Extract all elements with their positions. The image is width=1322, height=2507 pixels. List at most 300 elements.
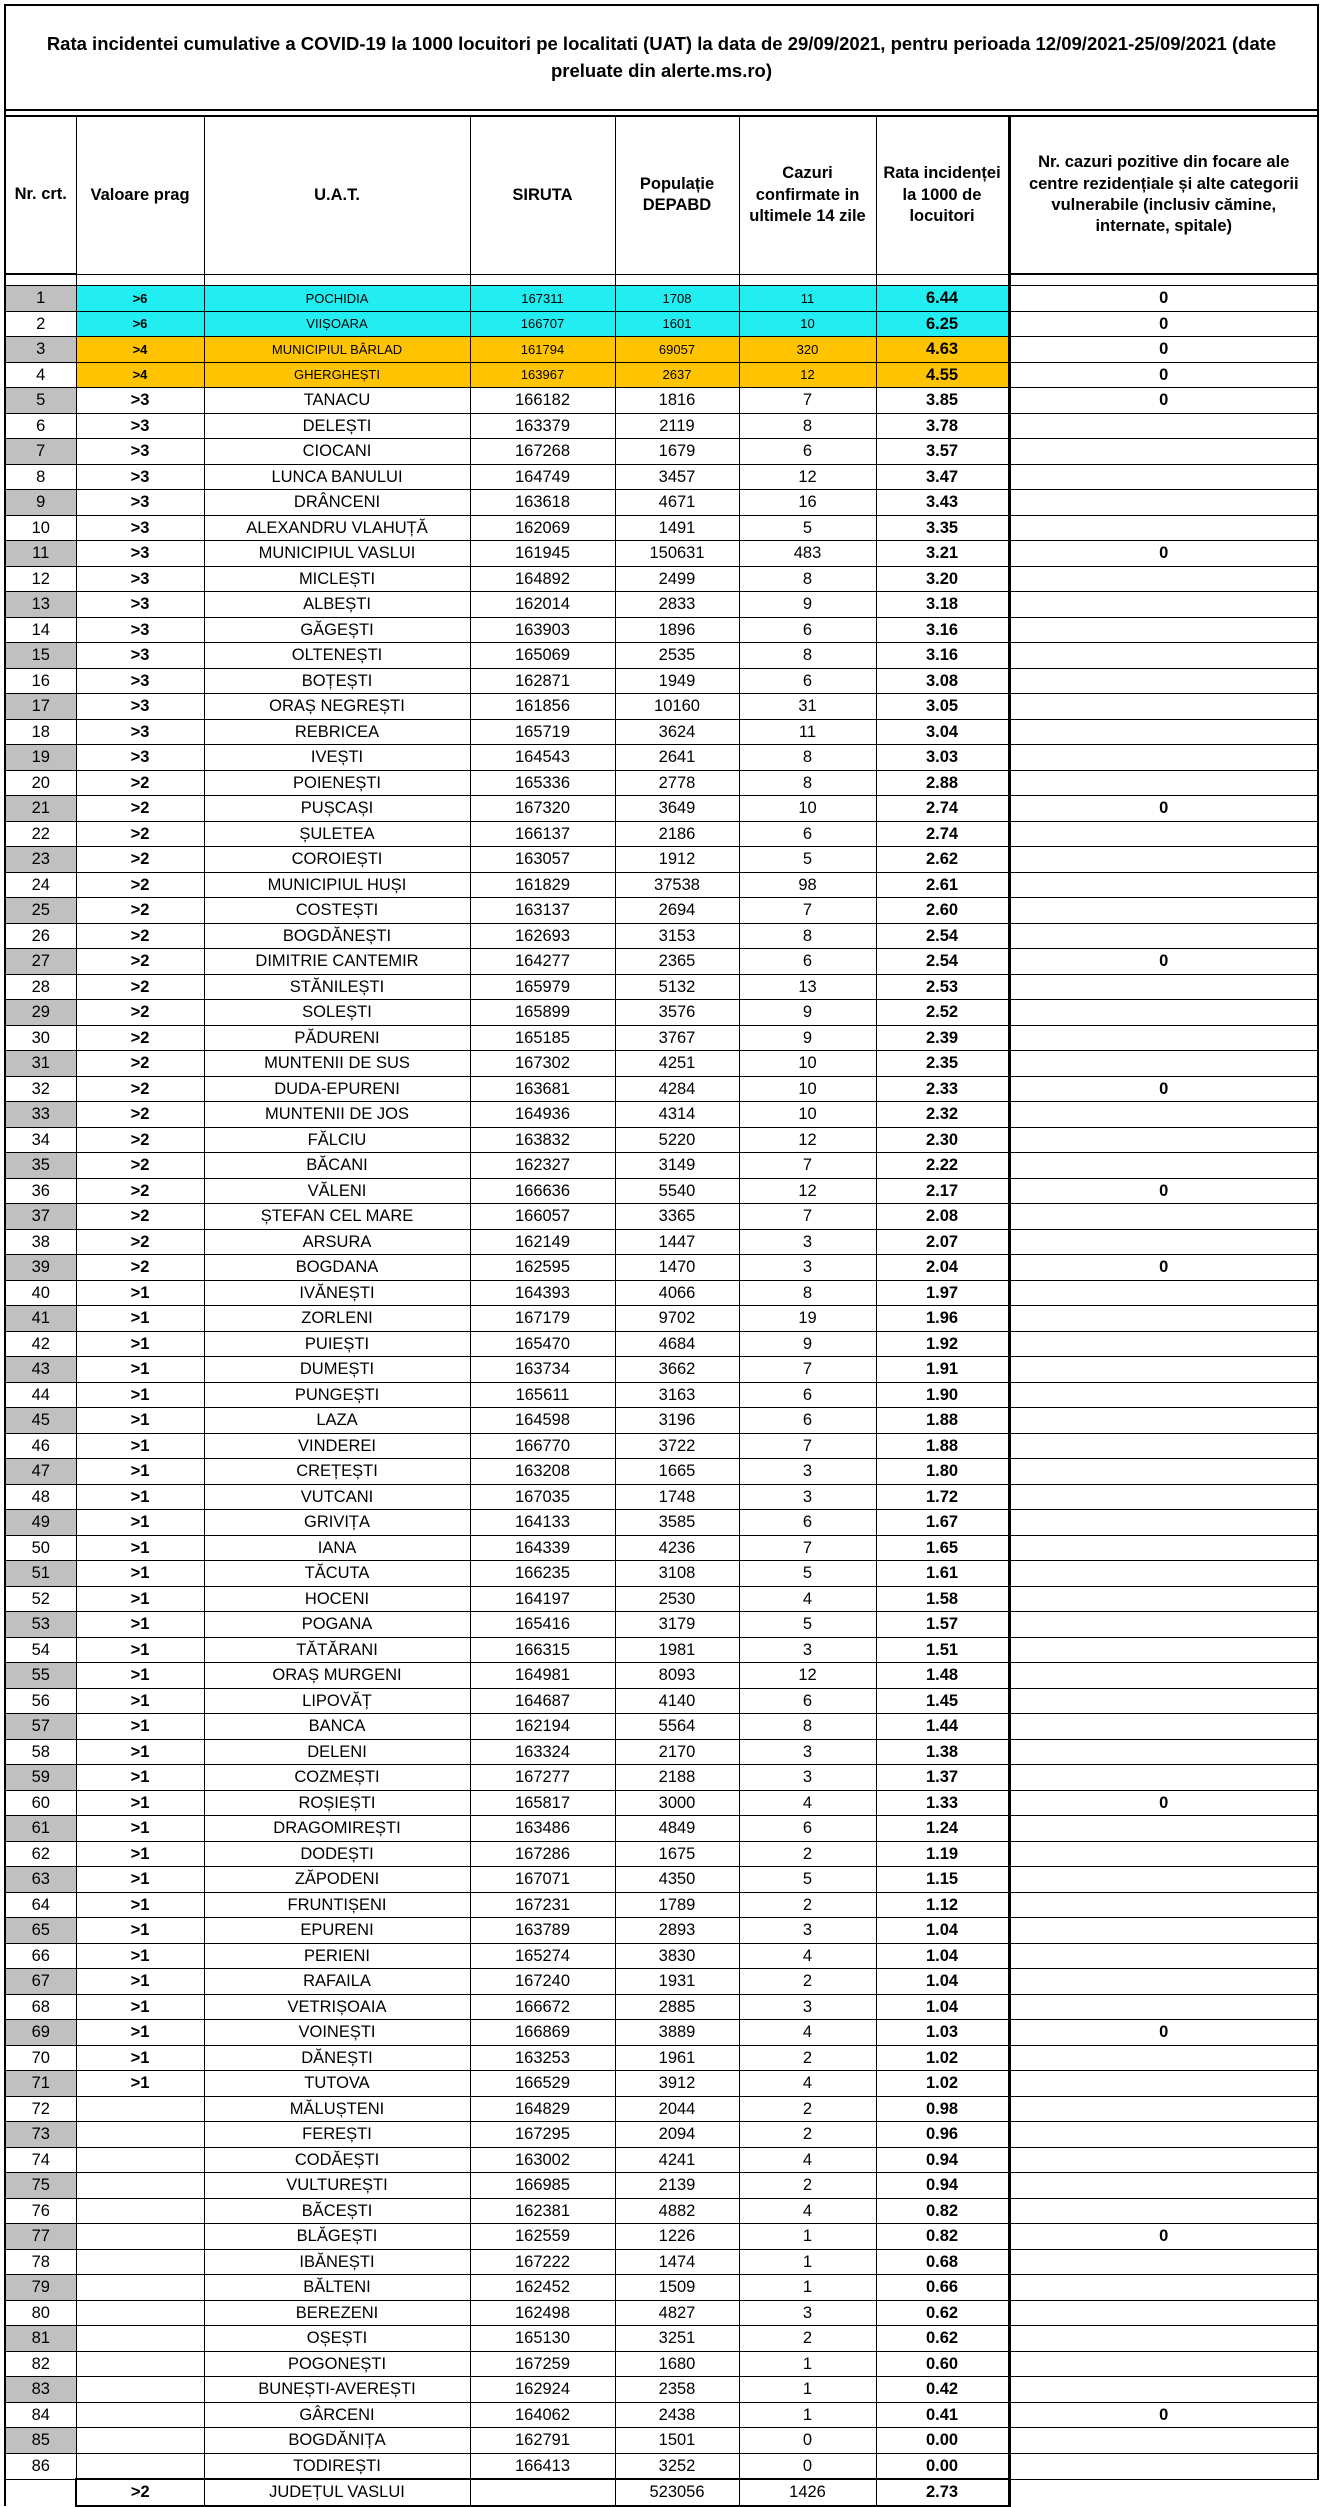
cell-nr: 7 xyxy=(5,439,76,465)
cell-cazuri: 320 xyxy=(739,337,876,363)
cell-uat: GRIVIȚA xyxy=(204,1510,470,1536)
cell-rata: 2.53 xyxy=(876,974,1009,1000)
cell-nr: 44 xyxy=(5,1382,76,1408)
cell-rata: 2.54 xyxy=(876,949,1009,975)
table-row xyxy=(5,821,1318,847)
cell-rata: 0.94 xyxy=(876,2147,1009,2173)
cell-uat: OȘEȘTI xyxy=(204,2326,470,2352)
cell-siruta: 164197 xyxy=(470,1586,615,1612)
cell-siruta: 165719 xyxy=(470,719,615,745)
table-title: Rata incidentei cumulative a COVID-19 la 1000 locuitori pe localitati (UAT) la data de 29/09/2021, pentru perioada 12/09/2021-25/09/2021 (date preluate din alerte.ms.ro) xyxy=(5,5,1318,110)
cell-uat: VINDEREI xyxy=(204,1433,470,1459)
cell-cazuri: 11 xyxy=(739,286,876,312)
cell-pop: 4284 xyxy=(615,1076,739,1102)
cell-focare xyxy=(1009,1306,1318,1332)
cell-focare xyxy=(1009,2122,1318,2148)
cell-nr: 24 xyxy=(5,872,76,898)
table-row xyxy=(5,388,1318,414)
table-row xyxy=(5,541,1318,567)
cell-siruta: 164598 xyxy=(470,1408,615,1434)
table-row xyxy=(5,719,1318,745)
cell-pop: 4140 xyxy=(615,1688,739,1714)
cell-uat: DIMITRIE CANTEMIR xyxy=(204,949,470,975)
cell-cazuri: 1 xyxy=(739,2351,876,2377)
cell-nr: 59 xyxy=(5,1765,76,1791)
cell-rata: 2.08 xyxy=(876,1204,1009,1230)
cell-rata: 3.18 xyxy=(876,592,1009,618)
cell-prag: >3 xyxy=(76,694,204,720)
cell-cazuri: 9 xyxy=(739,1025,876,1051)
cell-cazuri: 3 xyxy=(739,1255,876,1281)
cell-pop: 1680 xyxy=(615,2351,739,2377)
cell-rata: 1.58 xyxy=(876,1586,1009,1612)
cell-prag: >2 xyxy=(76,1229,204,1255)
cell-uat: DELEȘTI xyxy=(204,413,470,439)
cell-uat: VĂLENI xyxy=(204,1178,470,1204)
total-blank xyxy=(5,2479,76,2506)
cell-prag: >2 xyxy=(76,1000,204,1026)
table-row xyxy=(5,1127,1318,1153)
cell-prag: >1 xyxy=(76,1612,204,1638)
cell-rata: 0.60 xyxy=(876,2351,1009,2377)
cell-nr: 63 xyxy=(5,1867,76,1893)
cell-focare xyxy=(1009,1918,1318,1944)
cell-siruta: 165336 xyxy=(470,770,615,796)
cell-focare xyxy=(1009,1586,1318,1612)
cell-uat: COROIEȘTI xyxy=(204,847,470,873)
cell-focare xyxy=(1009,770,1318,796)
cell-uat: DODEȘTI xyxy=(204,1841,470,1867)
cell-siruta: 164981 xyxy=(470,1663,615,1689)
header-prag: Valoare prag xyxy=(76,116,204,274)
cell-prag: >1 xyxy=(76,1688,204,1714)
cell-focare xyxy=(1009,745,1318,771)
cell-uat: LUNCA BANULUI xyxy=(204,464,470,490)
cell-nr: 10 xyxy=(5,515,76,541)
cell-pop: 2170 xyxy=(615,1739,739,1765)
cell-rata: 6.44 xyxy=(876,286,1009,312)
cell-siruta: 167179 xyxy=(470,1306,615,1332)
cell-pop: 3624 xyxy=(615,719,739,745)
cell-rata: 3.03 xyxy=(876,745,1009,771)
table-row xyxy=(5,592,1318,618)
cell-nr: 15 xyxy=(5,643,76,669)
cell-focare xyxy=(1009,974,1318,1000)
cell-rata: 2.35 xyxy=(876,1051,1009,1077)
cell-pop: 4314 xyxy=(615,1102,739,1128)
cell-prag: >2 xyxy=(76,1051,204,1077)
cell-nr: 30 xyxy=(5,1025,76,1051)
table-row xyxy=(5,1510,1318,1536)
cell-pop: 3722 xyxy=(615,1433,739,1459)
cell-uat: CODĂEȘTI xyxy=(204,2147,470,2173)
cell-pop: 5540 xyxy=(615,1178,739,1204)
cell-prag: >1 xyxy=(76,1382,204,1408)
cell-focare xyxy=(1009,2147,1318,2173)
cell-siruta: 167286 xyxy=(470,1841,615,1867)
cell-nr: 6 xyxy=(5,413,76,439)
header-separator xyxy=(5,274,1318,286)
cell-siruta: 162871 xyxy=(470,668,615,694)
cell-rata: 2.88 xyxy=(876,770,1009,796)
cell-focare xyxy=(1009,1816,1318,1842)
table-row xyxy=(5,1688,1318,1714)
cell-uat: VIIȘOARA xyxy=(204,311,470,337)
cell-siruta: 162559 xyxy=(470,2224,615,2250)
cell-focare xyxy=(1009,2045,1318,2071)
cell-pop: 150631 xyxy=(615,541,739,567)
cell-uat: ALBEȘTI xyxy=(204,592,470,618)
cell-cazuri: 3 xyxy=(739,1637,876,1663)
cell-pop: 37538 xyxy=(615,872,739,898)
cell-rata: 2.61 xyxy=(876,872,1009,898)
cell-nr: 14 xyxy=(5,617,76,643)
cell-uat: TĂCUTA xyxy=(204,1561,470,1587)
header-nr: Nr. crt. xyxy=(5,116,76,274)
cell-focare xyxy=(1009,2096,1318,2122)
table-row xyxy=(5,1178,1318,1204)
cell-rata: 2.60 xyxy=(876,898,1009,924)
cell-pop: 1601 xyxy=(615,311,739,337)
cell-siruta: 161794 xyxy=(470,337,615,363)
cell-prag: >2 xyxy=(76,1127,204,1153)
cell-nr: 27 xyxy=(5,949,76,975)
cell-prag: >3 xyxy=(76,541,204,567)
cell-prag xyxy=(76,2249,204,2275)
cell-prag: >3 xyxy=(76,617,204,643)
cell-prag: >2 xyxy=(76,949,204,975)
table-row xyxy=(5,1433,1318,1459)
total-rata: 2.73 xyxy=(876,2479,1009,2506)
cell-uat: STĂNILEȘTI xyxy=(204,974,470,1000)
cell-nr: 51 xyxy=(5,1561,76,1587)
cell-focare: 0 xyxy=(1009,362,1318,388)
cell-nr: 17 xyxy=(5,694,76,720)
cell-pop: 2365 xyxy=(615,949,739,975)
cell-prag: >1 xyxy=(76,1561,204,1587)
cell-pop: 3163 xyxy=(615,1382,739,1408)
table-row xyxy=(5,1867,1318,1893)
cell-cazuri: 2 xyxy=(739,2122,876,2148)
cell-cazuri: 3 xyxy=(739,1918,876,1944)
cell-pop: 3912 xyxy=(615,2071,739,2097)
cell-nr: 78 xyxy=(5,2249,76,2275)
cell-focare xyxy=(1009,1408,1318,1434)
table-row xyxy=(5,439,1318,465)
cell-nr: 19 xyxy=(5,745,76,771)
cell-prag: >1 xyxy=(76,1663,204,1689)
cell-focare xyxy=(1009,566,1318,592)
cell-rata: 1.03 xyxy=(876,2020,1009,2046)
cell-siruta: 165069 xyxy=(470,643,615,669)
total-pop: 523056 xyxy=(615,2479,739,2506)
cell-uat: GHERGHEȘTI xyxy=(204,362,470,388)
cell-prag: >1 xyxy=(76,1535,204,1561)
header-row xyxy=(5,116,1318,274)
cell-focare xyxy=(1009,1561,1318,1587)
cell-nr: 60 xyxy=(5,1790,76,1816)
cell-focare xyxy=(1009,694,1318,720)
cell-uat: DRÂNCENI xyxy=(204,490,470,516)
cell-pop: 1896 xyxy=(615,617,739,643)
cell-cazuri: 3 xyxy=(739,1484,876,1510)
cell-prag xyxy=(76,2351,204,2377)
cell-siruta: 163057 xyxy=(470,847,615,873)
cell-nr: 69 xyxy=(5,2020,76,2046)
cell-pop: 2188 xyxy=(615,1765,739,1791)
cell-cazuri: 10 xyxy=(739,1051,876,1077)
cell-siruta: 163681 xyxy=(470,1076,615,1102)
cell-cazuri: 8 xyxy=(739,643,876,669)
cell-focare xyxy=(1009,643,1318,669)
table-row xyxy=(5,923,1318,949)
cell-pop: 3830 xyxy=(615,1943,739,1969)
cell-focare xyxy=(1009,1459,1318,1485)
cell-uat: MĂLUȘTENI xyxy=(204,2096,470,2122)
table-row xyxy=(5,796,1318,822)
cell-siruta: 162498 xyxy=(470,2300,615,2326)
cell-pop: 1474 xyxy=(615,2249,739,2275)
cell-focare xyxy=(1009,1867,1318,1893)
cell-pop: 4350 xyxy=(615,1867,739,1893)
cell-pop: 69057 xyxy=(615,337,739,363)
cell-siruta: 167320 xyxy=(470,796,615,822)
cell-rata: 0.94 xyxy=(876,2173,1009,2199)
cell-cazuri: 6 xyxy=(739,949,876,975)
cell-siruta: 163967 xyxy=(470,362,615,388)
total-uat: JUDEȚUL VASLUI xyxy=(204,2479,470,2506)
cell-rata: 1.72 xyxy=(876,1484,1009,1510)
cell-pop: 3149 xyxy=(615,1153,739,1179)
cell-cazuri: 6 xyxy=(739,668,876,694)
cell-cazuri: 11 xyxy=(739,719,876,745)
cell-nr: 84 xyxy=(5,2402,76,2428)
cell-rata: 2.17 xyxy=(876,1178,1009,1204)
incidence-sheet xyxy=(4,4,1319,2507)
cell-nr: 79 xyxy=(5,2275,76,2301)
cell-pop: 4251 xyxy=(615,1051,739,1077)
cell-siruta: 165416 xyxy=(470,1612,615,1638)
cell-siruta: 164936 xyxy=(470,1102,615,1128)
cell-siruta: 163208 xyxy=(470,1459,615,1485)
cell-nr: 8 xyxy=(5,464,76,490)
cell-nr: 48 xyxy=(5,1484,76,1510)
table-row xyxy=(5,1663,1318,1689)
cell-cazuri: 12 xyxy=(739,1127,876,1153)
cell-siruta: 161945 xyxy=(470,541,615,567)
cell-pop: 3252 xyxy=(615,2453,739,2479)
cell-uat: POIENEȘTI xyxy=(204,770,470,796)
cell-cazuri: 4 xyxy=(739,2071,876,2097)
cell-siruta: 163324 xyxy=(470,1739,615,1765)
cell-prag: >1 xyxy=(76,1739,204,1765)
cell-focare xyxy=(1009,1153,1318,1179)
cell-focare: 0 xyxy=(1009,388,1318,414)
cell-nr: 49 xyxy=(5,1510,76,1536)
cell-nr: 42 xyxy=(5,1331,76,1357)
cell-cazuri: 7 xyxy=(739,1204,876,1230)
cell-nr: 83 xyxy=(5,2377,76,2403)
cell-siruta: 167295 xyxy=(470,2122,615,2148)
cell-rata: 1.02 xyxy=(876,2045,1009,2071)
cell-cazuri: 9 xyxy=(739,1331,876,1357)
cell-focare xyxy=(1009,1688,1318,1714)
cell-pop: 4671 xyxy=(615,490,739,516)
cell-cazuri: 98 xyxy=(739,872,876,898)
cell-prag: >1 xyxy=(76,1943,204,1969)
cell-siruta: 164133 xyxy=(470,1510,615,1536)
cell-rata: 1.80 xyxy=(876,1459,1009,1485)
cell-rata: 1.04 xyxy=(876,1994,1009,2020)
table-row xyxy=(5,1331,1318,1357)
cell-rata: 1.15 xyxy=(876,1867,1009,1893)
cell-rata: 0.82 xyxy=(876,2198,1009,2224)
cell-uat: REBRICEA xyxy=(204,719,470,745)
cell-siruta: 166869 xyxy=(470,2020,615,2046)
cell-cazuri: 8 xyxy=(739,566,876,592)
table-row xyxy=(5,1204,1318,1230)
cell-uat: IVĂNEȘTI xyxy=(204,1280,470,1306)
cell-nr: 62 xyxy=(5,1841,76,1867)
table-row xyxy=(5,1637,1318,1663)
cell-cazuri: 6 xyxy=(739,1382,876,1408)
cell-siruta: 165470 xyxy=(470,1331,615,1357)
table-row xyxy=(5,2147,1318,2173)
cell-cazuri: 6 xyxy=(739,1510,876,1536)
cell-prag: >6 xyxy=(76,311,204,337)
cell-cazuri: 2 xyxy=(739,2096,876,2122)
cell-pop: 5564 xyxy=(615,1714,739,1740)
cell-uat: PUIEȘTI xyxy=(204,1331,470,1357)
cell-uat: PĂDURENI xyxy=(204,1025,470,1051)
cell-focare xyxy=(1009,1612,1318,1638)
table-row xyxy=(5,413,1318,439)
cell-pop: 5220 xyxy=(615,1127,739,1153)
table-row xyxy=(5,1969,1318,1995)
cell-focare: 0 xyxy=(1009,796,1318,822)
cell-prag: >3 xyxy=(76,668,204,694)
cell-rata: 3.08 xyxy=(876,668,1009,694)
cell-uat: VULTUREȘTI xyxy=(204,2173,470,2199)
cell-rata: 1.57 xyxy=(876,1612,1009,1638)
cell-uat: MICLEȘTI xyxy=(204,566,470,592)
cell-uat: TĂTĂRANI xyxy=(204,1637,470,1663)
cell-pop: 1981 xyxy=(615,1637,739,1663)
cell-cazuri: 2 xyxy=(739,2326,876,2352)
cell-prag: >3 xyxy=(76,592,204,618)
cell-focare xyxy=(1009,2326,1318,2352)
cell-rata: 0.68 xyxy=(876,2249,1009,2275)
cell-prag: >2 xyxy=(76,923,204,949)
cell-pop: 2778 xyxy=(615,770,739,796)
cell-focare xyxy=(1009,1229,1318,1255)
cell-siruta: 165274 xyxy=(470,1943,615,1969)
table-row xyxy=(5,1561,1318,1587)
cell-uat: ȘTEFAN CEL MARE xyxy=(204,1204,470,1230)
cell-prag: >3 xyxy=(76,745,204,771)
cell-rata: 3.21 xyxy=(876,541,1009,567)
cell-uat: IANA xyxy=(204,1535,470,1561)
cell-focare xyxy=(1009,439,1318,465)
cell-focare xyxy=(1009,668,1318,694)
header-uat: U.A.T. xyxy=(204,116,470,274)
cell-rata: 3.78 xyxy=(876,413,1009,439)
cell-cazuri: 4 xyxy=(739,1790,876,1816)
table-row xyxy=(5,464,1318,490)
cell-nr: 2 xyxy=(5,311,76,337)
table-row xyxy=(5,1943,1318,1969)
cell-uat: MUNICIPIUL HUȘI xyxy=(204,872,470,898)
cell-nr: 47 xyxy=(5,1459,76,1485)
cell-prag: >3 xyxy=(76,643,204,669)
cell-prag xyxy=(76,2122,204,2148)
table-row xyxy=(5,898,1318,924)
cell-pop: 2535 xyxy=(615,643,739,669)
cell-rata: 2.32 xyxy=(876,1102,1009,1128)
cell-cazuri: 13 xyxy=(739,974,876,1000)
cell-pop: 3196 xyxy=(615,1408,739,1434)
cell-siruta: 166235 xyxy=(470,1561,615,1587)
cell-rata: 0.00 xyxy=(876,2453,1009,2479)
cell-focare: 0 xyxy=(1009,949,1318,975)
cell-pop: 1447 xyxy=(615,1229,739,1255)
cell-prag: >1 xyxy=(76,1918,204,1944)
cell-prag: >1 xyxy=(76,1637,204,1663)
table-row xyxy=(5,2351,1318,2377)
cell-pop: 1665 xyxy=(615,1459,739,1485)
cell-prag xyxy=(76,2173,204,2199)
cell-rata: 2.04 xyxy=(876,1255,1009,1281)
cell-focare xyxy=(1009,1051,1318,1077)
cell-uat: POGONEȘTI xyxy=(204,2351,470,2377)
cell-rata: 1.91 xyxy=(876,1357,1009,1383)
cell-uat: VUTCANI xyxy=(204,1484,470,1510)
cell-prag: >1 xyxy=(76,2071,204,2097)
cell-siruta: 165817 xyxy=(470,1790,615,1816)
cell-uat: ROȘIEȘTI xyxy=(204,1790,470,1816)
table-row xyxy=(5,2198,1318,2224)
cell-siruta: 165611 xyxy=(470,1382,615,1408)
cell-pop: 2139 xyxy=(615,2173,739,2199)
cell-uat: DELENI xyxy=(204,1739,470,1765)
cell-pop: 2694 xyxy=(615,898,739,924)
cell-cazuri: 1 xyxy=(739,2224,876,2250)
cell-focare xyxy=(1009,413,1318,439)
cell-rata: 1.51 xyxy=(876,1637,1009,1663)
cell-rata: 2.62 xyxy=(876,847,1009,873)
cell-pop: 2885 xyxy=(615,1994,739,2020)
cell-nr: 28 xyxy=(5,974,76,1000)
cell-pop: 1789 xyxy=(615,1892,739,1918)
cell-pop: 3662 xyxy=(615,1357,739,1383)
cell-rata: 6.25 xyxy=(876,311,1009,337)
cell-rata: 1.88 xyxy=(876,1408,1009,1434)
cell-pop: 1226 xyxy=(615,2224,739,2250)
cell-rata: 2.30 xyxy=(876,1127,1009,1153)
cell-uat: DĂNEȘTI xyxy=(204,2045,470,2071)
table-row xyxy=(5,286,1318,312)
cell-focare xyxy=(1009,490,1318,516)
cell-nr: 26 xyxy=(5,923,76,949)
cell-focare xyxy=(1009,617,1318,643)
table-row xyxy=(5,1790,1318,1816)
cell-pop: 1491 xyxy=(615,515,739,541)
cell-cazuri: 3 xyxy=(739,1739,876,1765)
table-row xyxy=(5,1841,1318,1867)
cell-rata: 3.47 xyxy=(876,464,1009,490)
table-row xyxy=(5,668,1318,694)
cell-siruta: 167277 xyxy=(470,1765,615,1791)
